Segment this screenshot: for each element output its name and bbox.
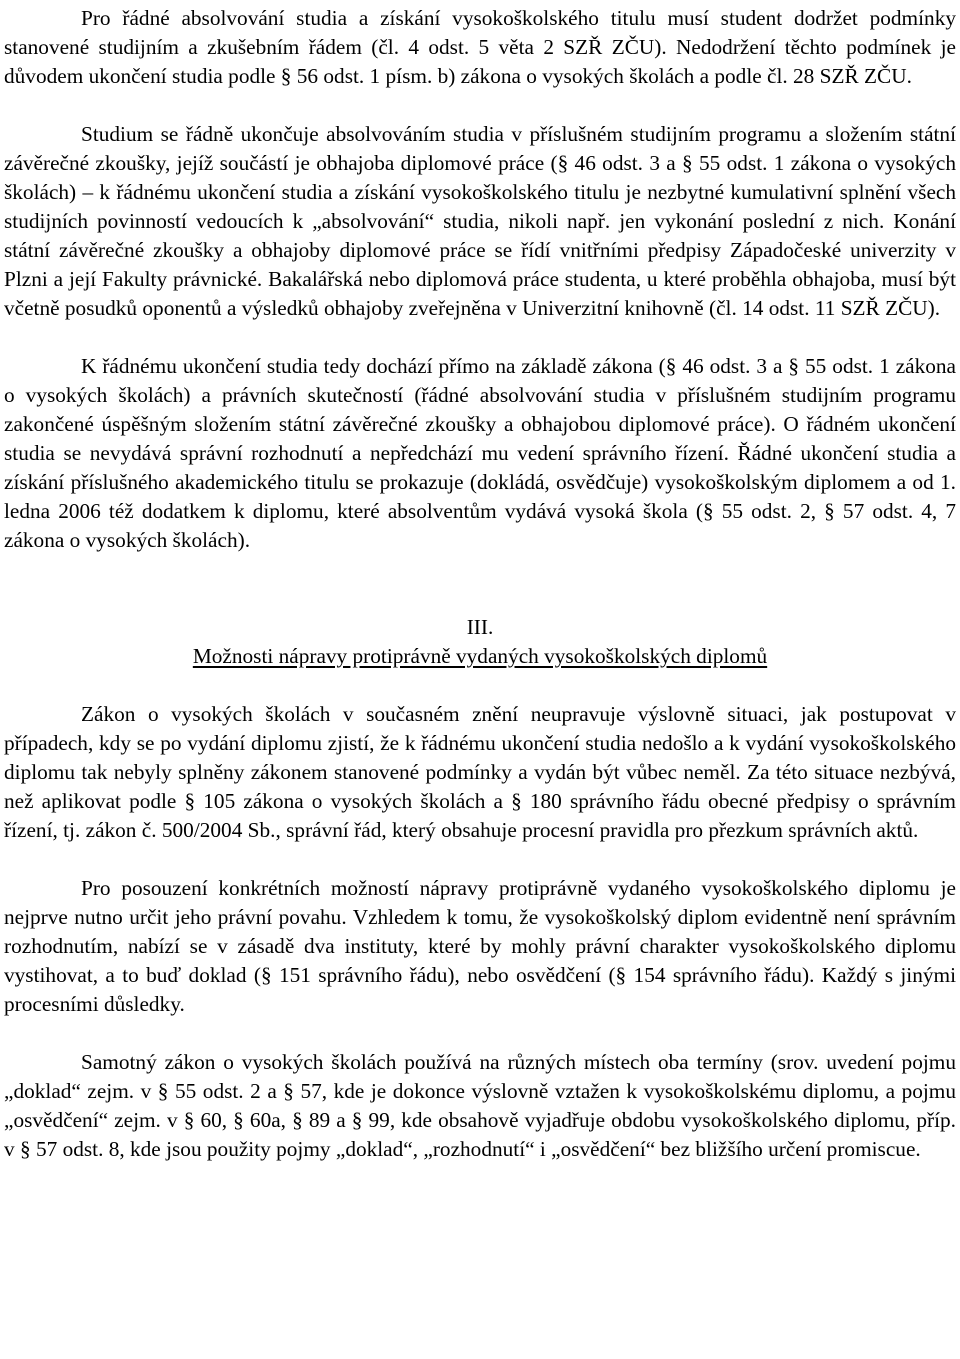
section-title: Možnosti nápravy protiprávně vydaných vysokoškolských diplomů [192,644,768,668]
section-heading [4,613,956,671]
paragraph-absolvovani-podminky: Pro řádné absolvování studia a získání vysokoškolského titulu musí student dodržet podmínky stanovené studijním a zkušebním řádem (čl. 4 odst. 5 věta 2 SZŘ ZČU). Nedodržení těchto podmínek je důvodem ukončení studia podle § 56 odst. 1 písm. b) zákona o vysokých školách a podle čl. 28 SZŘ ZČU. [4,6,956,88]
paragraph-radne-ukonceni: Studium se řádně ukončuje absolvováním studia v příslušném studijním programu a složením státní závěrečné zkoušky, jejíž součástí je obhajoba diplomové práce (§ 46 odst. 3 a § 55 odst. 1 zákona o vysokých školách) – k řádnému ukončení studia a získání vysokoškolského titulu je nezbytné kumulativní splnění všech studijních povinností vedoucích k „absolvování“ studia, nikoli např. jen vykonání poslední z nich. Konání státní závěrečné zkoušky a obhajoby diplomové práce se řídí vnitřními předpisy Západočeské univerzity v Plzni a její Fakulty právnické. Bakalářská nebo diplomová práce studenta, u které proběhla obhajoba, musí být včetně posudků oponentů a výsledků obhajoby zveřejněna v Univerzitní knihovně (čl. 14 odst. 11 SZŘ ZČU). [4,122,956,320]
paragraph-zakon-neupravuje: Zákon o vysokých školách v současném znění neupravuje výslovně situaci, jak postupovat v případech, kdy se po vydání diplomu zjistí, že k řádnému ukončení studia nedošlo a k vydání vysokoškolského diplomu tak nebyly splněny zákonem stanovené podmínky a vydán být vůbec neměl. Za této situace nezbývá, než aplikovat podle § 105 zákona o vysokých školách a § 180 správního řádu obecné předpisy o správním řízení, tj. zákon č. 500/2004 Sb., správní řád, který obsahuje procesní pravidla pro přezkum správních aktů. [4,702,956,842]
paragraph-ukonceni-ze-zakona: K řádnému ukončení studia tedy dochází přímo na základě zákona (§ 46 odst. 3 a § 55 odst. 1 zákona o vysokých školách) a právních skutečností (řádné absolvování studia v příslušném studijním programu zakončené úspěšným složením státní závěrečné zkoušky a obhajobou diplomové práce). O řádném ukončení studia se nevydává správní rozhodnutí a nepředchází mu vedení správního řízení. Řádné ukončení studia a získání příslušného akademického titulu se prokazuje (dokládá, osvědčuje) vysokoškolským diplomem a od 1. ledna 2006 též dodatkem k diplomu, které absolventům vydává vysoká škola (§ 55 odst. 2, § 57 odst. 4, 7 zákona o vysokých školách). [4,354,956,552]
paragraph-terminologie: Samotný zákon o vysokých školách používá na různých místech oba termíny (srov. uvedení pojmu „doklad“ zejm. v § 55 odst. 2 a § 57, kde je dokonce výslovně vztažen k vysokoškolskému diplomu, a pojmu „osvědčení“ zejm. v § 60, § 60a, § 89 a § 99, kde obsahově vyjadřuje obdobu vysokoškolského diplomu, příp. v § 57 odst. 8, kde jsou použity pojmy „doklad“, „rozhodnutí“ i „osvědčení“ bez bližšího určení promiscue. [4,1050,956,1161]
section-number: III. [466,615,494,639]
document-page [4,4,956,1164]
paragraph-pravni-povaha: Pro posouzení konkrétních možností nápravy protiprávně vydaného vysokoškolského diplomu je nejprve nutno určit jeho právní povahu. Vzhledem k tomu, že vysokoškolský diplom evidentně není správním rozhodnutím, nabízí se v zásadě dva instituty, které by mohly právní charakter vysokoškolského diplomu vystihovat, a to buď doklad (§ 151 správního řádu), nebo osvědčení (§ 154 správního řádu). Každý s jinými procesními důsledky. [4,876,956,1016]
